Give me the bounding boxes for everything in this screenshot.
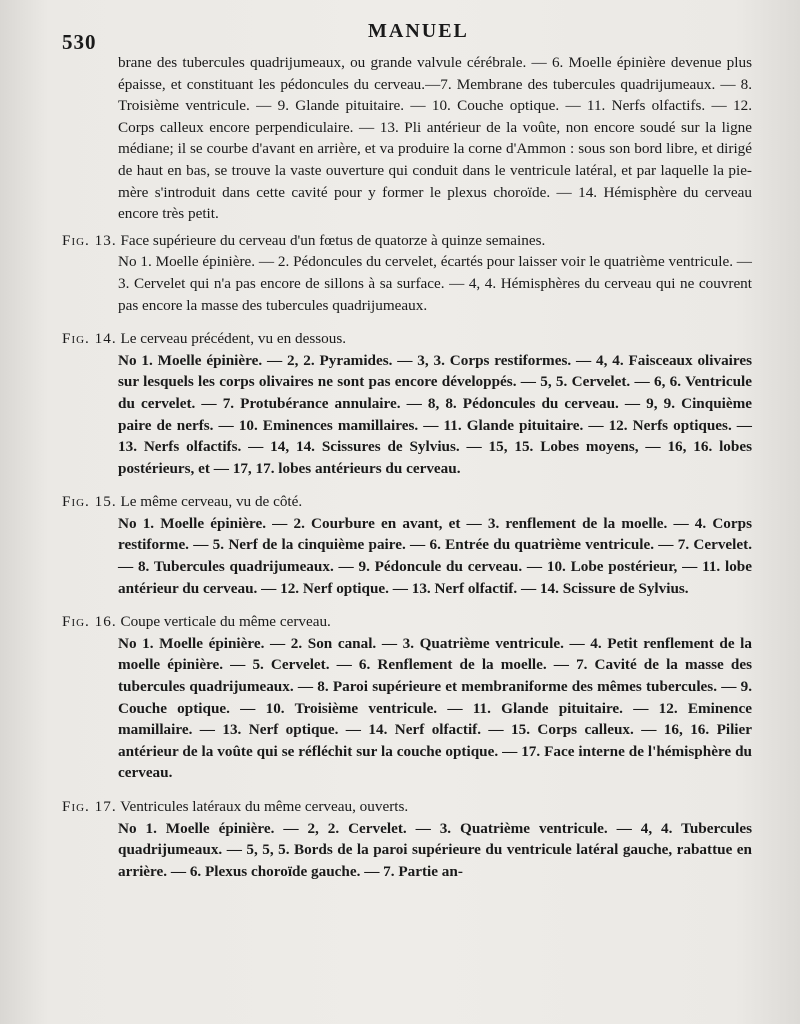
figure-caption	[62, 328, 752, 350]
figure-caption-text: Coupe verticale du même cerveau.	[120, 613, 331, 631]
running-title: MANUEL	[368, 20, 469, 42]
figure-label: Fig. 16.	[62, 613, 117, 631]
figure-caption-text: Le cerveau précédent, vu en dessous.	[120, 330, 347, 348]
continued-legend: brane des tubercules quadrijumeaux, ou grande valvule cérébrale. — 6. Moelle épinière devenue plus épaisse, et constituant les pédoncules du cerveau.—7. Membrane des tubercules quadrijumeaux. — 8. Troisième ventricule. — 9. Glande pituitaire. — 10. Couche optique. — 11. Nerfs olfactifs. — 12. Corps calleux encore perpendiculaire. — 13. Pli antérieur de la voûte, non encore soudé sur la ligne médiane; il se courbe d'avant en arrière, et va produire la corne d'Ammon : sous son bord libre, et dirigé de haut en bas, se trouve la vaste ouverture qui conduit dans le ventricule latéral, et par laquelle la pie-mère s'introduit dans cette cavité pour y former le plexus choroïde. — 14. Hémisphère du cerveau encore très petit.	[118, 54, 752, 223]
page-body	[62, 52, 752, 882]
figure-label: Fig. 17.	[62, 798, 117, 815]
figure-caption-text: Ventricules latéraux du même cerveau, ouverts.	[120, 798, 409, 815]
page-header	[62, 18, 760, 54]
figure-caption	[62, 796, 752, 818]
figure-caption	[62, 491, 752, 513]
page-number: 530	[62, 30, 97, 54]
figure-13-entry	[62, 230, 752, 316]
figure-legend: No 1. Moelle épinière. — 2, 2. Pyramides. — 3, 3. Corps restiformes. — 4, 4. Faisceaux olivaires sur lesquels les corps olivaires ne sont pas encore développés. — 5, 5. Cervelet. — 6, 6. Ventricule du cervelet. — 7. Protubérance annulaire. — 8, 8. Pédoncules du cerveau. — 9, 9. Cinquième paire de nerfs. — 10. Eminences mamillaires. — 11. Glande pituitaire. — 12. Nerfs optiques. — 13. Nerfs olfactifs. — 14, 14. Scissures de Sylvius. — 15, 15. Lobes moyens, — 16, 16. lobes postérieurs, et — 17, 17. lobes antérieurs du cerveau.	[118, 351, 752, 477]
figure-label: Fig. 14.	[62, 330, 117, 348]
figure-caption	[62, 611, 752, 633]
figure-label: Fig. 13.	[62, 231, 117, 249]
figure-caption-text: Le même cerveau, vu de côté.	[120, 493, 303, 511]
figure-caption	[62, 230, 752, 252]
figure-legend: No 1. Moelle épinière. — 2. Courbure en avant, et — 3. renflement de la moelle. — 4. Corps restiforme. — 5. Nerf de la cinquième paire. — 6. Entrée du quatrième ventricule. — 7. Cervelet. — 8. Tubercules quadrijumeaux. — 9. Pédoncule du cerveau. — 10. Lobe postérieur, — 11. lobe antérieur du cerveau. — 12. Nerf optique. — 13. Nerf olfactif. — 14. Scissure de Sylvius.	[118, 514, 752, 597]
figure-legend: No 1. Moelle épinière. — 2. Pédoncules du cervelet, écartés pour laisser voir le quatrième ventricule. — 3. Cervelet qui n'a pas encore de sillons à sa surface. — 4, 4. Hémisphères du cerveau qui ne couvrent pas encore la masse des tubercules quadrijumeaux.	[118, 253, 752, 314]
figure-16-entry	[62, 611, 752, 784]
figure-14-entry	[62, 328, 752, 479]
figure-15-entry	[62, 491, 752, 599]
figure-caption-text: Face supérieure du cerveau d'un fœtus de quatorze à quinze semaines.	[120, 231, 546, 249]
figure-17-entry	[62, 796, 752, 882]
figure-legend: No 1. Moelle épinière. — 2, 2. Cervelet. — 3. Quatrième ventricule. — 4, 4. Tubercules quadrijumeaux. — 5, 5, 5. Bords de la paroi supérieure du ventricule latéral gauche, rabattue en arrière. — 6. Plexus choroïde gauche. — 7. Partie an-	[118, 819, 752, 880]
figure-label: Fig. 15.	[62, 493, 117, 511]
figure-legend: No 1. Moelle épinière. — 2. Son canal. — 3. Quatrième ventricule. — 4. Petit renflement de la moelle épinière. — 5. Cervelet. — 6. Renflement de la moelle. — 7. Cavité de la masse des tubercules quadrijumeaux. — 8. Paroi supérieure et membraniforme des mêmes tubercules. — 9. Couche optique. — 10. Troisième ventricule. — 11. Glande pituitaire. — 12. Eminence mamillaire. — 13. Nerf optique. — 14. Nerf olfactif. — 15. Corps calleux. — 16, 16. Pilier antérieur de la voûte qui se réfléchit sur la couche optique. — 17. Face interne de l'hémisphère du cerveau.	[118, 634, 752, 782]
